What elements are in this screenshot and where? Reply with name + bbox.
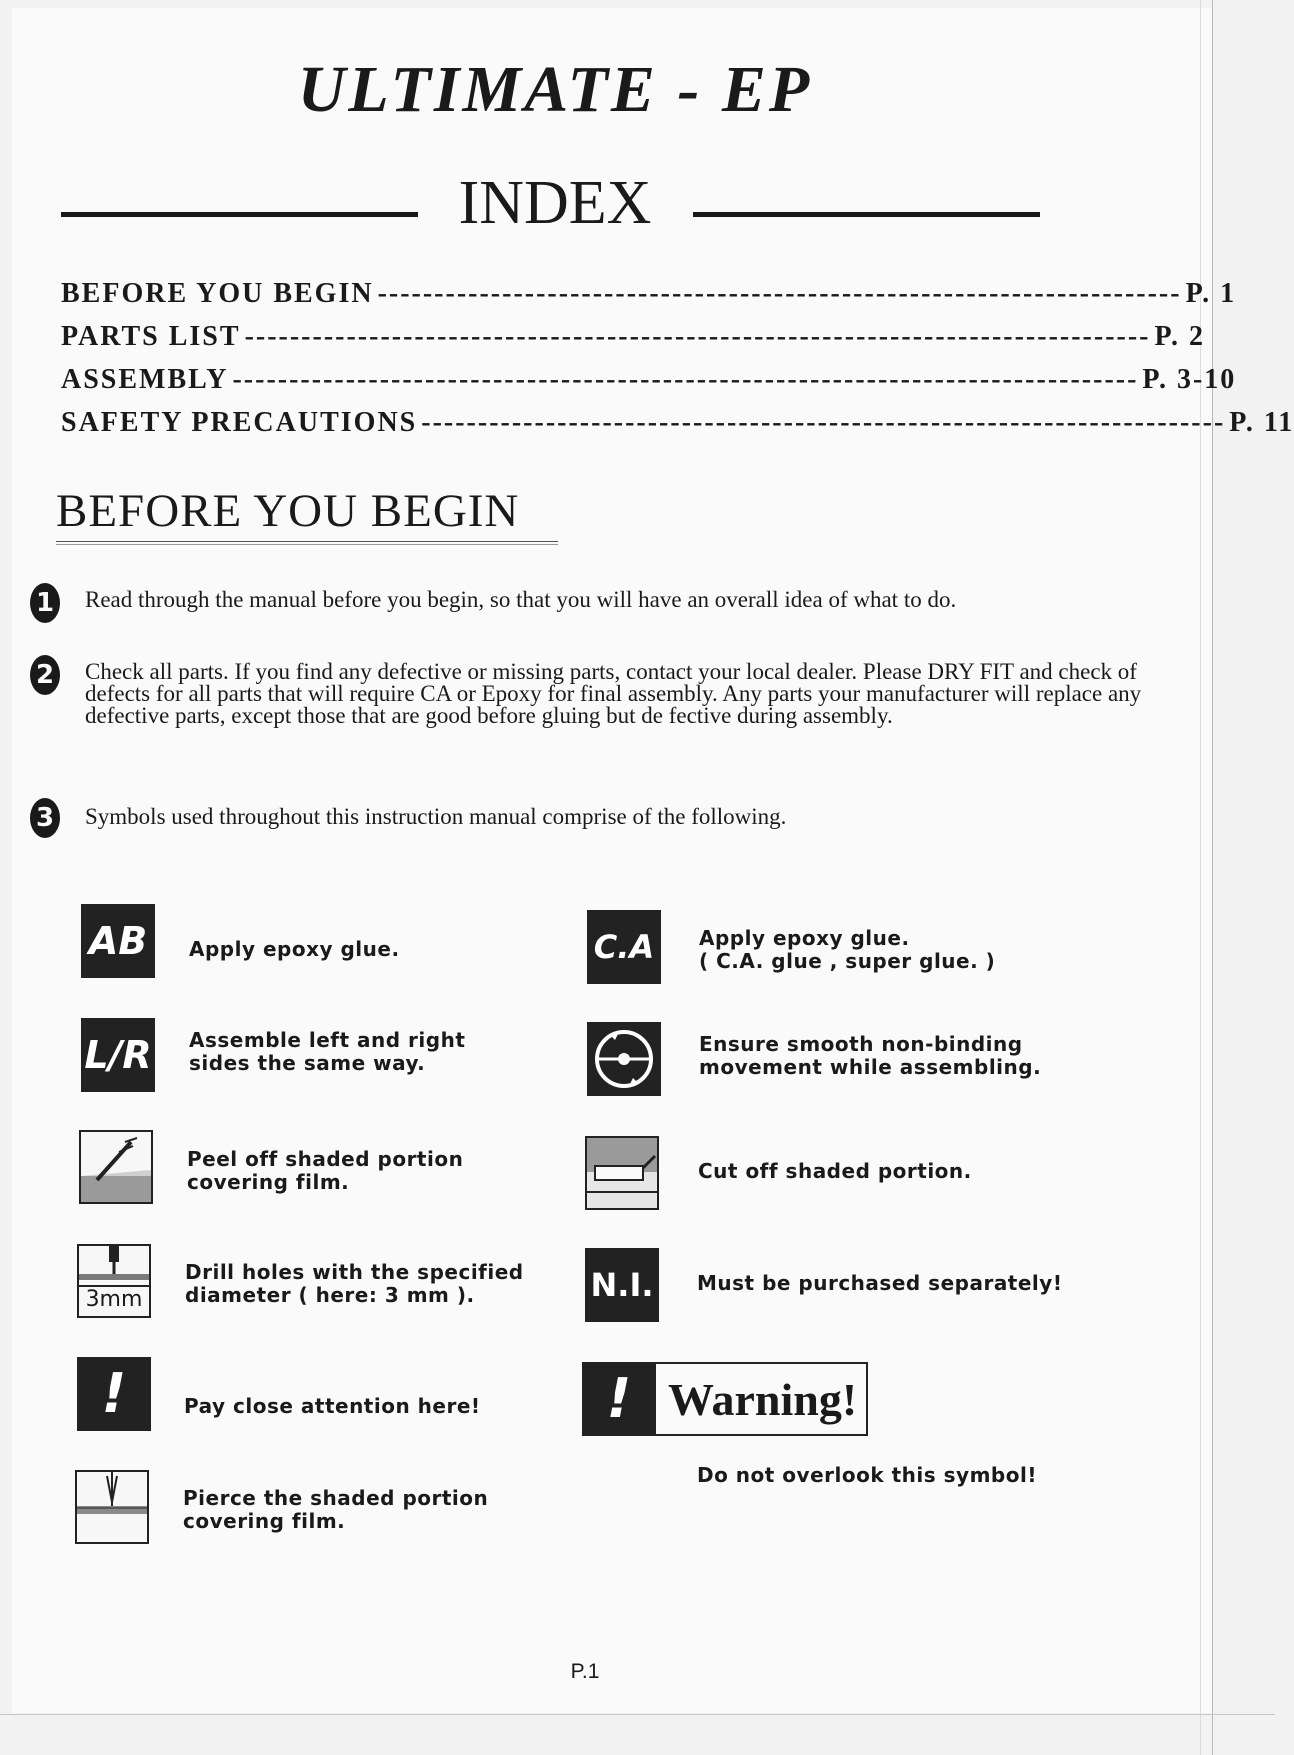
warning-title: Warning! <box>668 1374 858 1425</box>
instruction-text: Read through the manual before you begin, so that you will have an overall idea of what to do. <box>85 587 957 612</box>
index-rule-right <box>693 212 1040 217</box>
toc-page-number: P. 2 <box>1154 321 1206 352</box>
bottom-edge <box>0 1714 1275 1715</box>
section-underline-thin <box>56 544 558 545</box>
instruction-text: Check all parts. If you find any defective or missing parts, contact your local dealer. Please DRY FIT and check of defects for all parts that will require CA or Epoxy for final assembly. Any parts your manufacturer will replace any defective parts, except those that are good before gluing but de fective during assembly. <box>85 659 1142 728</box>
ca-glue-label <box>699 927 995 973</box>
toc-entry-assembly[interactable] <box>61 364 1237 407</box>
pierce-film-icon <box>75 1470 149 1544</box>
toc-entry-title: PARTS LIST <box>61 321 241 352</box>
binding-edge <box>1200 0 1201 1755</box>
binding-edge-outer <box>1212 0 1213 1755</box>
epoxy-glue-label: Apply epoxy glue. <box>189 937 400 961</box>
pierce-film-label <box>183 1487 488 1533</box>
section-heading: BEFORE YOU BEGIN <box>56 485 520 537</box>
section-underline <box>56 541 558 542</box>
index-heading: INDEX <box>458 169 652 237</box>
toc-entry-title: ASSEMBLY <box>61 364 229 395</box>
ca-glue-icon <box>587 910 661 984</box>
peel-film-graphic <box>81 1132 151 1202</box>
toc-page-number: P. 3-10 <box>1142 364 1237 395</box>
instruction-text: Symbols used throughout this instruction manual comprise of the following. <box>85 804 787 829</box>
toc-entry-safety-precautions[interactable] <box>61 407 1294 450</box>
number-badge-3: 3 <box>30 798 60 838</box>
icon-label: N.I. <box>590 1266 654 1304</box>
number-badge-1: 1 <box>30 583 60 623</box>
label-line: Drill holes with the specified <box>185 1260 524 1284</box>
page-sheet <box>12 8 1212 1713</box>
warning-label: Do not overlook this symbol! <box>697 1463 1037 1487</box>
table-of-contents <box>61 278 1294 450</box>
icon-label: ! <box>606 1367 632 1430</box>
label-line: covering film. <box>183 1509 346 1533</box>
icon-label: C.A <box>593 928 655 966</box>
page-number: P.1 <box>570 1660 600 1683</box>
toc-leader: -------------------------------------------------------------------------------- <box>244 321 1151 352</box>
toc-page-number: P. 1 <box>1185 278 1237 309</box>
epoxy-ab-icon <box>81 904 155 978</box>
drill-hole-icon <box>77 1244 151 1318</box>
warning-icon <box>582 1362 656 1436</box>
smooth-movement-icon <box>587 1022 661 1096</box>
document-title: ULTIMATE - EP <box>297 53 813 126</box>
icon-label: ! <box>101 1362 127 1425</box>
icon-label: 3mm <box>85 1287 143 1312</box>
label-line: ( C.A. glue , super glue. ) <box>699 949 996 973</box>
toc-entry-title: BEFORE YOU BEGIN <box>61 278 374 309</box>
toc-entry-title: SAFETY PRECAUTIONS <box>61 407 418 438</box>
label-line: diameter ( here: 3 mm ). <box>185 1283 475 1307</box>
drill-hole-label <box>185 1261 524 1307</box>
toc-entry-before-you-begin[interactable] <box>61 278 1237 321</box>
toc-leader: -------------------------------------------------------------------------------- <box>232 364 1139 395</box>
label-line: Pierce the shaded portion <box>183 1486 489 1510</box>
attention-icon <box>77 1357 151 1431</box>
label-line: Apply epoxy glue. <box>699 926 910 950</box>
icon-label: AB <box>88 919 148 963</box>
index-rule-left <box>61 212 418 217</box>
not-included-icon <box>585 1248 659 1322</box>
cut-off-graphic <box>587 1138 657 1208</box>
icon-label: L/R <box>84 1033 152 1077</box>
cut-off-label: Cut off shaded portion. <box>698 1159 972 1183</box>
number-badge-2: 2 <box>30 655 60 695</box>
warning-badge <box>582 1362 868 1436</box>
cut-off-icon <box>585 1136 659 1210</box>
label-line: Peel off shaded portion <box>187 1147 464 1171</box>
label-line: covering film. <box>187 1170 350 1194</box>
toc-page-number: P. 11 <box>1229 407 1294 438</box>
left-right-label <box>189 1029 465 1075</box>
toc-leader: ----------------------------------------------------------------------- <box>377 278 1182 309</box>
peel-film-label <box>187 1148 463 1194</box>
attention-label: Pay close attention here! <box>184 1394 481 1418</box>
left-right-icon <box>81 1018 155 1092</box>
pierce-graphic <box>77 1472 147 1542</box>
not-included-label: Must be purchased separately! <box>697 1271 1063 1295</box>
peel-film-icon <box>79 1130 153 1204</box>
smooth-movement-label <box>699 1033 1041 1079</box>
label-line: Ensure smooth non-binding <box>699 1032 1023 1056</box>
label-line: sides the same way. <box>189 1051 426 1075</box>
label-line: Assemble left and right <box>189 1028 466 1052</box>
smooth-movement-graphic <box>587 1022 661 1096</box>
label-line: movement while assembling. <box>699 1055 1042 1079</box>
toc-leader: ----------------------------------------------------------------------- <box>421 407 1226 438</box>
toc-entry-parts-list[interactable] <box>61 321 1206 364</box>
